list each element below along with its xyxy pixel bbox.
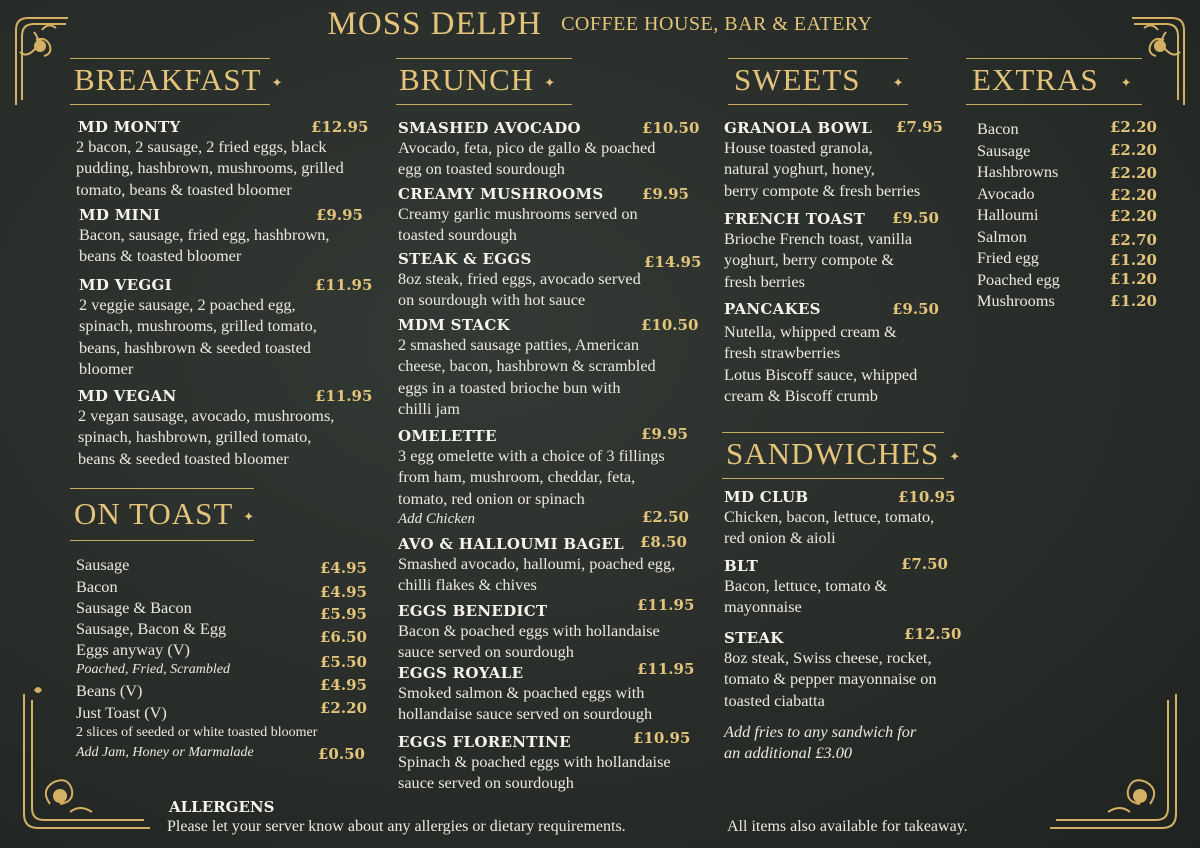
toast-row-price: £5.95	[320, 605, 367, 623]
item-desc-line: on sourdough with hot sauce	[398, 290, 586, 310]
toast-row-name: Bacon	[76, 577, 118, 596]
sweets-title: SWEETS ✦	[734, 62, 905, 97]
sandwich-note-line: an additional £3.00	[724, 743, 852, 763]
item-price: £7.95	[896, 118, 943, 136]
extra-row-price: £1.20	[1110, 251, 1157, 269]
brunch-item	[398, 660, 708, 725]
item-desc-line: beans, hashbrown & seeded toasted	[79, 337, 311, 357]
item-price: £8.50	[640, 533, 687, 551]
toast-row-name: Just Toast (V)	[76, 703, 167, 722]
item-desc-line: sauce served on sourdough	[398, 773, 574, 793]
item-desc-line: tomato & pepper mayonnaise on	[724, 669, 937, 689]
item-desc-line: tomato, beans & toasted bloomer	[76, 179, 292, 199]
item-desc-line: Nutella, whipped cream &	[724, 322, 897, 341]
toast-row-name: Eggs anyway (V)	[76, 640, 190, 659]
item-desc-line: spinach, hashbrown, grilled tomato,	[78, 427, 312, 447]
sandwiches-rule-bottom	[722, 478, 944, 479]
item-desc-line: eggs in a toasted brioche bun with	[398, 377, 621, 397]
item-desc-line: beans & seeded toasted bloomer	[78, 448, 289, 468]
item-price: £10.50	[642, 119, 700, 137]
item-name: MD MONTY	[78, 118, 181, 136]
toast-row-price: £4.95	[320, 676, 367, 694]
extra-row-price: £1.20	[1110, 292, 1157, 310]
extra-row-price: £2.20	[1110, 207, 1157, 225]
toast-row-price: £5.50	[320, 653, 367, 671]
item-price: £10.95	[633, 729, 691, 747]
item-desc-line: hollandaise sauce served on sourdough	[398, 704, 653, 724]
item-price: £9.95	[641, 425, 688, 443]
item-desc-line: sauce served on sourdough	[398, 642, 574, 662]
item-name: OMELETTE	[398, 427, 497, 445]
extra-row-name: Fried egg	[977, 248, 1039, 267]
brunch-item	[398, 427, 708, 530]
brunch-item	[398, 250, 708, 311]
sparkle-icon: ✦	[243, 508, 256, 524]
toast-row-price: £4.95	[320, 583, 367, 601]
item-desc-line: Bacon & poached eggs with hollandaise	[398, 621, 660, 640]
extra-row-price: £2.20	[1110, 118, 1157, 136]
brunch-rule-bottom	[396, 104, 572, 105]
extra-row-price: £2.20	[1110, 141, 1157, 159]
toast-row-name: Beans (V)	[76, 681, 143, 700]
item-name: EGGS BENEDICT	[398, 602, 548, 620]
extra-row-name: Mushrooms	[977, 291, 1055, 310]
eggs-options-note: Poached, Fried, Scrambled	[76, 662, 230, 677]
extra-row-price: £2.20	[1110, 186, 1157, 204]
item-desc-line: cheese, bacon, hashbrown & scrambled	[398, 356, 656, 376]
menu-header	[0, 6, 1200, 43]
breakfast-title: BREAKFAST ✦	[74, 62, 284, 97]
extra-row-name: Halloumi	[977, 205, 1039, 224]
item-desc-line: fresh strawberries	[724, 343, 841, 363]
sparkle-icon: ✦	[271, 74, 284, 90]
item-desc-line: Smoked salmon & poached eggs with	[398, 683, 645, 702]
item-desc-line: House toasted granola,	[724, 138, 873, 157]
takeaway-note: All items also available for takeaway.	[727, 818, 968, 835]
sweets-rule-bottom	[728, 104, 908, 105]
omelette-addon-name: Add Chicken	[398, 510, 476, 527]
sandwiches-rule-top	[722, 432, 944, 433]
item-price: £14.95	[644, 253, 702, 271]
sweets-item	[724, 300, 964, 406]
sparkle-icon: ✦	[1120, 74, 1133, 90]
brunch-item	[398, 119, 708, 180]
toast-addon-price: £0.50	[318, 745, 365, 763]
brunch-item	[398, 316, 708, 419]
extra-row-name: Avocado	[977, 184, 1035, 203]
item-name: FRENCH TOAST	[724, 210, 866, 228]
brunch-title: BRUNCH ✦	[399, 62, 557, 97]
item-desc-line: cream & Biscoff crumb	[724, 385, 878, 405]
item-name: GRANOLA BOWL	[724, 119, 873, 137]
sandwich-item	[724, 557, 984, 618]
extra-row-name: Hashbrowns	[977, 162, 1059, 181]
item-price: £9.95	[642, 185, 689, 203]
item-price: £9.50	[892, 300, 939, 318]
extras-rule-top	[966, 58, 1142, 59]
allergens-text: Please let your server know about any allergies or dietary requirements.	[167, 818, 626, 835]
item-name: MD VEGAN	[78, 387, 177, 405]
extra-row-price: £2.20	[1110, 164, 1157, 182]
item-desc-line: from ham, mushroom, cheddar, feta,	[398, 467, 636, 487]
sandwich-item	[724, 488, 984, 549]
extras-rule-bottom	[966, 104, 1142, 105]
extra-row-name: Sausage	[977, 141, 1031, 160]
item-desc-line: 3 egg omelette with a choice of 3 fillings	[398, 446, 665, 465]
item-desc-line: red onion & aioli	[724, 528, 836, 548]
toast-row-name: Sausage	[76, 555, 130, 574]
item-name: EGGS FLORENTINE	[398, 733, 571, 751]
item-desc-line: Lotus Biscoff sauce, whipped	[724, 364, 918, 384]
on-toast-rule-bottom	[70, 540, 254, 541]
item-desc-line: Smashed avocado, halloumi, poached egg,	[398, 554, 676, 573]
item-name: AVO & HALLOUMI BAGEL	[398, 535, 624, 553]
item-desc-line: 8oz steak, fried eggs, avocado served	[398, 269, 641, 288]
item-name: MD VEGGI	[79, 276, 172, 294]
item-desc-line: Bacon, sausage, fried egg, hashbrown,	[79, 225, 330, 244]
sweets-rule-top	[728, 58, 908, 59]
item-name: SMASHED AVOCADO	[398, 119, 581, 137]
sandwich-note	[724, 721, 984, 764]
sandwich-item	[724, 625, 984, 711]
extras-title: EXTRAS ✦	[972, 62, 1133, 97]
toast-row-price: £2.20	[320, 699, 367, 717]
item-desc-line: Spinach & poached eggs with hollandaise	[398, 752, 671, 771]
sparkle-icon: ✦	[544, 74, 557, 90]
toast-row-name: Sausage, Bacon & Egg	[76, 619, 227, 638]
extra-row-name: Poached egg	[977, 270, 1060, 289]
sweets-item	[724, 119, 964, 201]
item-price: £11.95	[637, 596, 695, 614]
on-toast-rule-top	[70, 488, 254, 489]
breakfast-item	[78, 387, 388, 469]
item-desc-line: 2 smashed sausage patties, American	[398, 335, 639, 354]
item-desc-line: beans & toasted bloomer	[79, 246, 242, 266]
item-price: £9.50	[892, 209, 939, 227]
toast-note: 2 slices of seeded or white toasted bloomer	[76, 725, 318, 740]
item-desc-line: 2 bacon, 2 sausage, 2 fried eggs, black	[76, 137, 327, 156]
extra-row-price: £2.70	[1110, 231, 1157, 249]
item-desc-line: Brioche French toast, vanilla	[724, 229, 913, 248]
item-desc-line: egg on toasted sourdough	[398, 159, 565, 179]
item-desc-line: Bacon, lettuce, tomato &	[724, 576, 888, 595]
item-name: BLT	[724, 557, 759, 575]
toast-row-price: £4.95	[320, 559, 367, 577]
item-desc-line: toasted ciabatta	[724, 690, 825, 710]
item-price: £11.95	[315, 387, 373, 405]
breakfast-rule-top	[70, 58, 270, 59]
item-desc-line: Creamy garlic mushrooms served on	[398, 204, 638, 223]
item-desc-line: chilli jam	[398, 398, 460, 418]
sandwiches-title: SANDWICHES ✦	[726, 436, 962, 471]
item-desc-line: toasted sourdough	[398, 225, 517, 245]
item-desc-line: natural yoghurt, honey,	[724, 159, 875, 179]
item-price: £12.95	[311, 118, 369, 136]
item-name: CREAMY MUSHROOMS	[398, 185, 604, 203]
item-price: £11.95	[315, 276, 373, 294]
toast-row-price: £6.50	[320, 628, 367, 646]
extra-row-name: Bacon	[977, 119, 1019, 138]
item-name: STEAK & EGGS	[398, 250, 532, 268]
item-desc-line: 8oz steak, Swiss cheese, rocket,	[724, 648, 932, 667]
item-desc-line: spinach, mushrooms, grilled tomato,	[79, 316, 317, 336]
sandwich-note-line: Add fries to any sandwich for	[724, 722, 917, 741]
breakfast-rule-bottom	[70, 104, 270, 105]
item-name: MD CLUB	[724, 488, 809, 506]
item-desc-line: bloomer	[79, 358, 134, 378]
item-price: £10.95	[898, 488, 956, 506]
item-desc-line: chilli flakes & chives	[398, 575, 537, 595]
item-desc-line: mayonnaise	[724, 597, 802, 617]
breakfast-item	[79, 206, 389, 267]
brunch-item	[398, 535, 708, 596]
extra-row-price: £1.20	[1110, 270, 1157, 288]
toast-row-name: Sausage & Bacon	[76, 598, 192, 617]
allergens-title: ALLERGENS	[169, 798, 275, 816]
item-desc-line: pudding, hashbrown, mushrooms, grilled	[76, 158, 344, 178]
item-name: PANCAKES	[724, 300, 821, 318]
brunch-item	[398, 729, 708, 794]
item-desc-line: berry compote & fresh berries	[724, 180, 921, 200]
extra-row-name: Salmon	[977, 227, 1027, 246]
corner-flourish-bottom-right	[1040, 684, 1190, 844]
brand-tagline: COFFEE HOUSE, BAR & EATERY	[561, 13, 873, 35]
item-price: £12.50	[904, 625, 962, 643]
breakfast-item	[79, 276, 389, 379]
item-price: £7.50	[901, 555, 948, 573]
on-toast-title: ON TOAST ✦	[74, 496, 256, 531]
item-desc-line: 2 vegan sausage, avocado, mushrooms,	[78, 406, 335, 425]
item-price: £9.95	[316, 206, 363, 224]
brand-name: MOSS DELPH	[327, 6, 542, 42]
breakfast-item	[78, 118, 388, 200]
item-price: £11.95	[637, 660, 695, 678]
sparkle-icon: ✦	[892, 74, 905, 90]
item-desc-line: tomato, red onion or spinach	[398, 488, 585, 508]
sweets-item	[724, 210, 964, 292]
item-desc-line: Chicken, bacon, lettuce, tomato,	[724, 507, 935, 526]
item-price: £10.50	[641, 316, 699, 334]
omelette-addon-price: £2.50	[642, 508, 689, 526]
item-desc-line: fresh berries	[724, 271, 805, 291]
item-name: STEAK	[724, 629, 784, 647]
brunch-item	[398, 596, 708, 663]
item-name: EGGS ROYALE	[398, 664, 524, 682]
sparkle-icon: ✦	[949, 448, 962, 464]
toast-addon-name: Add Jam, Honey or Marmalade	[76, 745, 254, 760]
item-desc-line: yoghurt, berry compote &	[724, 250, 895, 270]
item-name: MDM STACK	[398, 316, 510, 334]
item-name: MD MINI	[79, 206, 161, 224]
item-desc-line: 2 veggie sausage, 2 poached egg,	[79, 295, 296, 314]
item-desc-line: Avocado, feta, pico de gallo & poached	[398, 138, 656, 157]
brunch-item	[398, 185, 708, 246]
brunch-rule-top	[396, 58, 572, 59]
